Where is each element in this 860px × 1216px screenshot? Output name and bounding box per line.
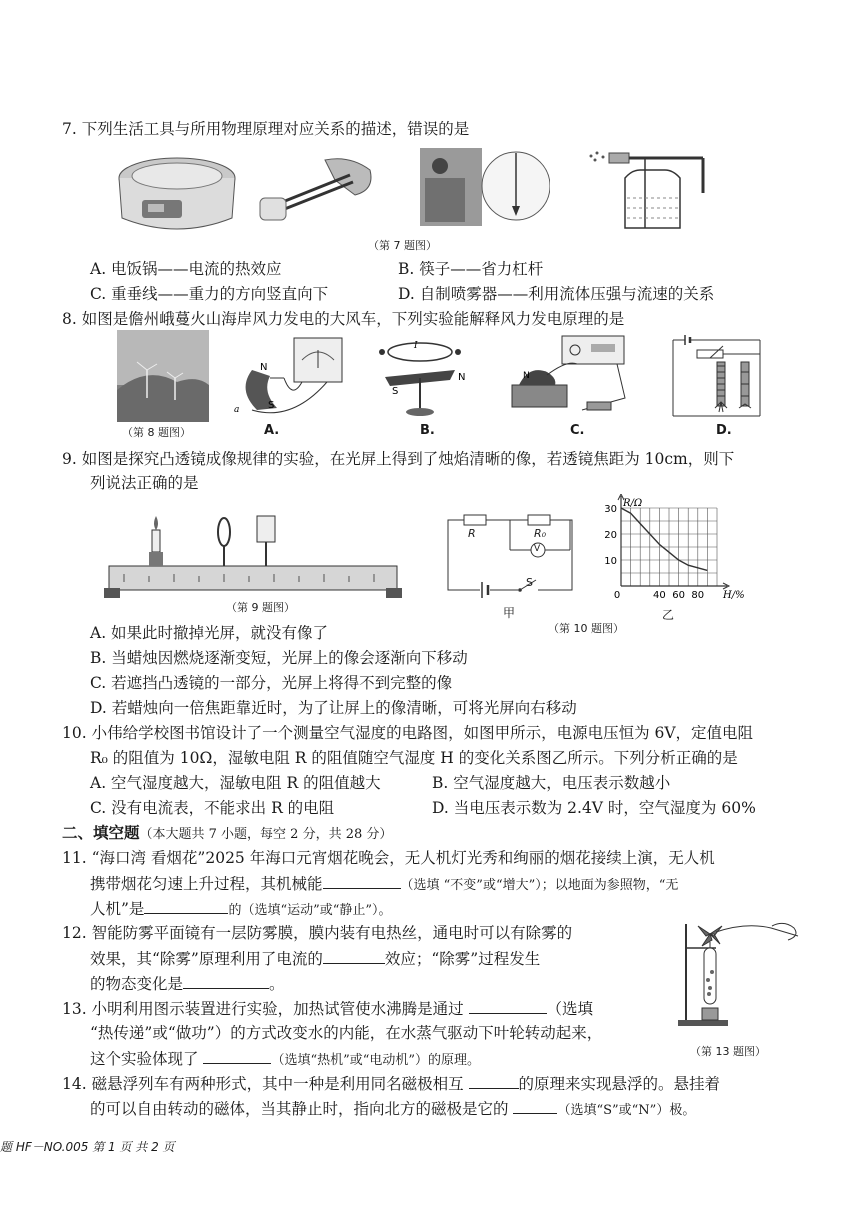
q10-option-c: C. 没有电流表，不能求出 R 的电阻 bbox=[90, 799, 335, 817]
optical-bench-figure bbox=[104, 510, 402, 600]
q13-blank-2[interactable] bbox=[203, 1047, 271, 1064]
y-tick-label: 20 bbox=[604, 530, 617, 541]
q10-option-a: A. 空气湿度越大，湿敏电阻 R 的阻值越大 bbox=[90, 774, 381, 792]
q13-line2: “热传递”或“做功”）的方式改变水的内能，在水蒸气驱动下叶轮转动起来， bbox=[90, 1024, 603, 1042]
q11-line3 bbox=[90, 897, 392, 922]
q12-line2-b: 效应；“除雾”过程发生 bbox=[384, 950, 541, 968]
q10-option-b: B. 空气湿度越大，电压表示数越小 bbox=[432, 774, 671, 792]
q14-line2-a: 的可以自由转动的磁体，当其静止时，指向北方的磁极是它的 bbox=[90, 1100, 509, 1118]
q14-line2-b: （选填“S”或“N”）极。 bbox=[557, 1103, 696, 1118]
q13-line3 bbox=[90, 1047, 480, 1072]
svg-text:S: S bbox=[392, 386, 399, 397]
q13-line1 bbox=[62, 997, 593, 1020]
q7-stem: 7. 下列生活工具与所用物理原理对应关系的描述，错误的是 bbox=[62, 120, 470, 138]
q12-blank-1[interactable] bbox=[323, 947, 385, 964]
chopsticks-figure bbox=[255, 150, 385, 234]
graph-xlabel: H/% bbox=[723, 590, 745, 601]
q13-line1-a: 13. 小明利用图示装置进行实验，加热试管使水沸腾是通过 bbox=[62, 1000, 464, 1018]
q12-blank-2[interactable] bbox=[183, 972, 269, 989]
q13-line1-b: （选填 bbox=[546, 1000, 594, 1018]
section-2-title: 二、填空题 bbox=[62, 823, 140, 842]
q13-caption: （第 13 题图） bbox=[690, 1045, 766, 1058]
q11-line2-a: 携带烟花匀速上升过程，其机械能 bbox=[90, 875, 323, 893]
q13-apparatus-figure bbox=[676, 918, 806, 1030]
q8-stem: 8. 如图是儋州峨蔓火山海岸风力发电的大风车，下列实验能解释风力发电原理的是 bbox=[62, 310, 625, 328]
circuit-label-jia: 甲 bbox=[503, 606, 516, 620]
rice-cooker-figure bbox=[112, 148, 242, 234]
section-2-heading bbox=[62, 822, 392, 846]
q7-option-c: C. 重垂线——重力的方向竖直向下 bbox=[90, 285, 329, 303]
q11-blank-2[interactable] bbox=[144, 897, 228, 914]
page-footer: 题 HF－NO.005 第 1 页 共 2 页 bbox=[0, 1140, 175, 1154]
q14-blank-2[interactable] bbox=[513, 1097, 557, 1114]
q12-line2-a: 效果，其“除雾”原理利用了电流的 bbox=[90, 950, 323, 968]
q8-figure-b bbox=[370, 332, 480, 422]
q8-caption: （第 8 题图） bbox=[122, 426, 191, 439]
q14-blank-1[interactable] bbox=[469, 1072, 519, 1089]
svg-text:N: N bbox=[260, 362, 268, 373]
voltmeter-symbol: V bbox=[534, 544, 541, 554]
q8-label-c: C. bbox=[570, 423, 585, 438]
section-2-note: （本大题共 7 小题，每空 2 分，共 28 分） bbox=[139, 827, 393, 842]
plumb-line-figure bbox=[420, 148, 550, 226]
q14-line1-b: 的原理来实现悬浮的。悬挂着 bbox=[518, 1075, 721, 1093]
q9-option-a: A. 如果此时撤掉光屏，就没有像了 bbox=[90, 624, 329, 642]
svg-text:I: I bbox=[414, 341, 418, 351]
x-tick-label: 80 bbox=[691, 590, 705, 601]
q8-figure-c bbox=[507, 330, 637, 422]
q11-line2-b: （选填 “不变”或“增大”）；以地面为参照物，“无 bbox=[400, 878, 679, 893]
svg-text:S: S bbox=[268, 400, 275, 411]
q9-caption: （第 9 题图） bbox=[226, 601, 295, 614]
graph-ylabel: R/Ω bbox=[623, 498, 643, 509]
q13-line3-b: （选填“热机”或“电动机”）的原理。 bbox=[271, 1053, 481, 1068]
q9-option-b: B. 当蜡烛因燃烧逐渐变短，光屏上的像会逐渐向下移动 bbox=[90, 649, 468, 667]
q14-line1-a: 14. 磁悬浮列车有两种形式，其中一种是利用同名磁极相互 bbox=[62, 1075, 464, 1093]
q11-line1: 11. “海口湾 看烟花”2025 年海口元宵烟花晚会，无人机灯光秀和绚丽的烟花接续上演，无人机 bbox=[62, 849, 715, 867]
q12-line1: 12. 智能防雾平面镜有一层防雾膜，膜内装有电热丝，通电时可以有除雾的 bbox=[62, 924, 573, 942]
q9-option-c: C. 若遮挡凸透镜的一部分，光屏上将得不到完整的像 bbox=[90, 674, 453, 692]
q13-blank-1[interactable] bbox=[469, 997, 547, 1014]
sprayer-figure bbox=[585, 148, 725, 232]
resistance-humidity-curve bbox=[621, 508, 707, 570]
x-tick-label: 40 bbox=[653, 590, 666, 601]
q10-stem-line2: R₀ 的阻值为 10Ω，湿敏电阻 R 的阻值随空气湿度 H 的变化关系图乙所示。下列分析正确的是 bbox=[90, 749, 738, 767]
q10-r-label: R bbox=[468, 527, 476, 540]
q10-caption: （第 10 题图） bbox=[548, 622, 624, 635]
q8-figure-d bbox=[665, 332, 775, 422]
q14-line2 bbox=[90, 1097, 695, 1122]
y-tick-label: 10 bbox=[604, 556, 617, 567]
x-tick-label: 0 bbox=[613, 590, 621, 601]
q12-line3-b: 。 bbox=[269, 975, 285, 993]
q10-graph bbox=[595, 494, 745, 606]
q9-option-d: D. 若蜡烛向一倍焦距靠近时，为了让屏上的像清晰，可将光屏向右移动 bbox=[90, 699, 577, 717]
q10-stem-line1: 10. 小伟给学校图书馆设计了一个测量空气湿度的电路图，如图甲所示，电源电压恒为 6V，定值电阻 bbox=[62, 724, 754, 742]
q11-line2 bbox=[90, 872, 678, 897]
wind-turbine-photo bbox=[117, 330, 209, 422]
q8-label-b: B. bbox=[420, 423, 435, 438]
q8-label-a: A. bbox=[264, 423, 280, 438]
svg-text:a: a bbox=[234, 405, 240, 415]
q7-option-b: B. 筷子——省力杠杆 bbox=[398, 260, 544, 278]
x-tick-label: 60 bbox=[672, 590, 685, 601]
q12-line2 bbox=[90, 947, 540, 970]
q12-line3-a: 的物态变化是 bbox=[90, 975, 184, 993]
q8-figure-a bbox=[232, 330, 352, 422]
q9-stem-line1: 9. 如图是探究凸透镜成像规律的实验，在光屏上得到了烛焰清晰的像，若透镜焦距为 10cm，则下 bbox=[62, 450, 735, 468]
q8-label-d: D. bbox=[716, 423, 732, 438]
svg-text:N: N bbox=[523, 371, 530, 381]
q11-line3-a: 人机”是 bbox=[90, 900, 145, 918]
y-tick-label: 30 bbox=[604, 504, 617, 515]
q13-line3-a: 这个实验体现了 bbox=[90, 1050, 199, 1068]
q10-circuit-figure bbox=[440, 510, 580, 598]
q10-option-d: D. 当电压表示数为 2.4V 时，空气湿度为 60% bbox=[432, 799, 756, 817]
q7-option-d: D. 自制喷雾器——利用流体压强与流速的关系 bbox=[398, 285, 715, 303]
switch-label: S bbox=[526, 576, 533, 589]
graph-label-yi: 乙 bbox=[662, 608, 675, 622]
q11-blank-1[interactable] bbox=[323, 872, 401, 889]
q7-option-a: A. 电饭锅——电流的热效应 bbox=[90, 260, 282, 278]
q10-r0-label: R₀ bbox=[534, 527, 547, 540]
q9-stem-line2: 列说法正确的是 bbox=[90, 474, 199, 492]
q11-line3-b: 的（选填“运动”或“静止”）。 bbox=[228, 903, 392, 918]
q12-line3 bbox=[90, 972, 285, 995]
q7-caption: （第 7 题图） bbox=[368, 239, 437, 252]
q14-line1 bbox=[62, 1072, 720, 1095]
svg-text:N: N bbox=[458, 372, 466, 383]
